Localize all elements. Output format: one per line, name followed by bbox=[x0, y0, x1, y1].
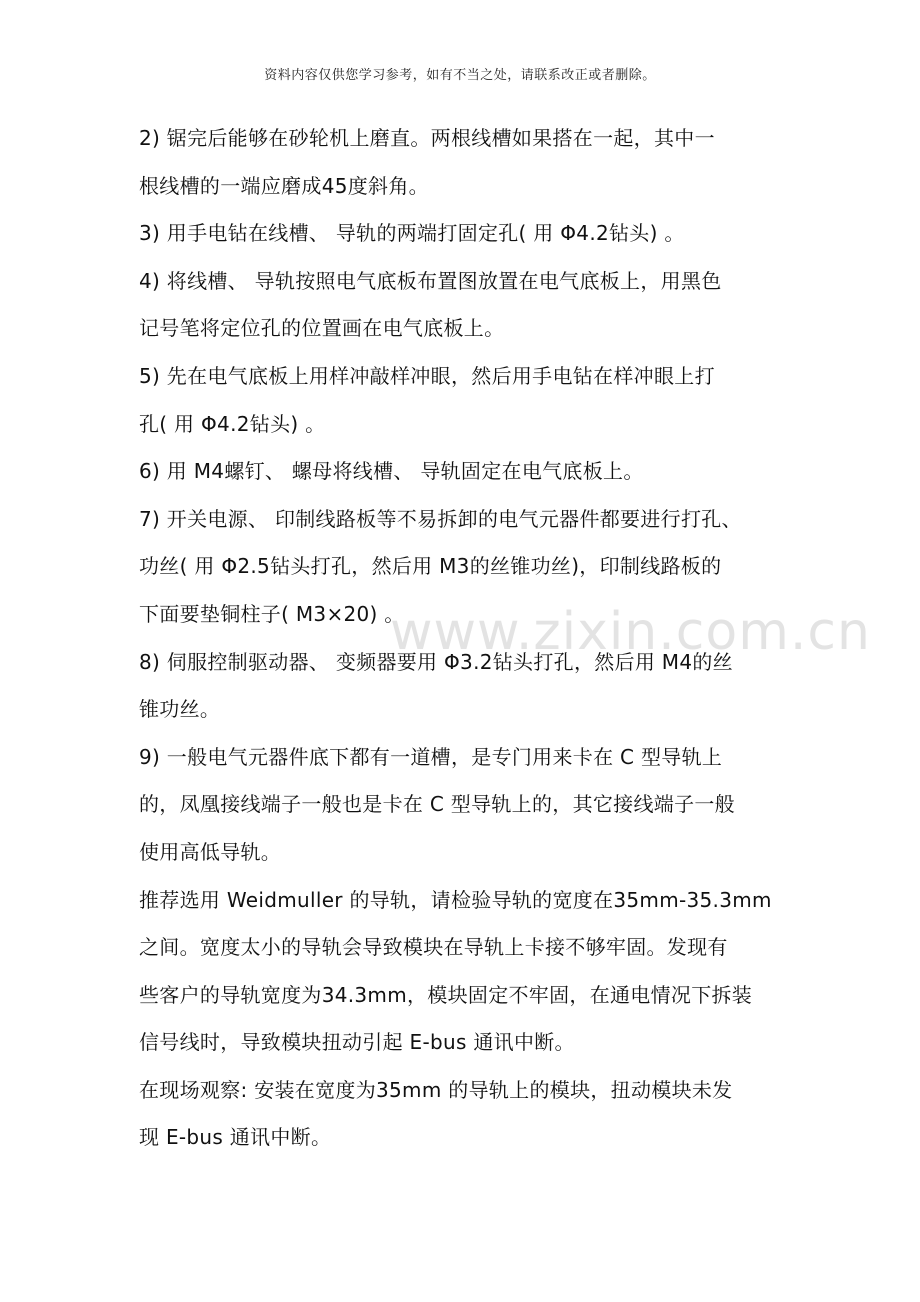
text-line: 9) 一般电气元器件底下都有一道槽，是专门用来卡在 C 型导轨上 bbox=[139, 744, 723, 769]
text-line: 6) 用 M4螺钉、 螺母将线槽、 导轨固定在电气底板上。 bbox=[139, 459, 644, 484]
watermark: www.zixin.com.cn bbox=[390, 602, 871, 662]
text-line: 下面要垫铜柱子( M3×20) 。 bbox=[139, 601, 405, 626]
text-line: 的，凤凰接线端子一般也是卡在 C 型导轨上的，其它接线端子一般 bbox=[139, 792, 735, 817]
text-line: 些客户的导轨宽度为34.3mm，模块固定不牢固，在通电情况下拆装 bbox=[139, 982, 753, 1007]
text-line: 4) 将线槽、 导轨按照电气底板布置图放置在电气底板上，用黑色 bbox=[139, 268, 722, 293]
text-line: 现 E-bus 通讯中断。 bbox=[139, 1125, 332, 1150]
text-line: 8) 伺服控制驱动器、 变频器要用 Φ3.2钻头打孔，然后用 M4的丝 bbox=[139, 649, 733, 674]
text-line: 记号笔将定位孔的位置画在电气底板上。 bbox=[139, 316, 505, 341]
text-line: 推荐选用 Weidmuller 的导轨，请检验导轨的宽度在35mm-35.3mm bbox=[139, 887, 772, 912]
header-note: 资料内容仅供您学习参考，如有不当之处，请联系改正或者删除。 bbox=[264, 68, 656, 83]
text-line: 在现场观察: 安装在宽度为35mm 的导轨上的模块，扭动模块未发 bbox=[139, 1077, 733, 1102]
body-text bbox=[139, 118, 799, 1165]
text-line: 2) 锯完后能够在砂轮机上磨直。两根线槽如果搭在一起，其中一 bbox=[139, 126, 715, 150]
text-line: 信号线时，导致模块扭动引起 E-bus 通讯中断。 bbox=[139, 1030, 575, 1055]
text-line: 根线槽的一端应磨成45度斜角。 bbox=[139, 173, 429, 198]
text-line: 功丝( 用 Φ2.5钻头打孔，然后用 M3的丝锥功丝)，印制线路板的 bbox=[139, 554, 722, 579]
text-line: 锥功丝。 bbox=[139, 697, 221, 722]
text-line: 孔( 用 Φ4.2钻头) 。 bbox=[139, 411, 326, 436]
text-line: 7) 开关电源、 印制线路板等不易拆卸的电气元器件都要进行打孔、 bbox=[139, 506, 742, 531]
text-line: 3) 用手电钻在线槽、 导轨的两端打固定孔( 用 Φ4.2钻头) 。 bbox=[139, 221, 685, 246]
text-line: 5) 先在电气底板上用样冲敲样冲眼，然后用手电钻在样冲眼上打 bbox=[139, 363, 715, 388]
text-line: 使用高低导轨。 bbox=[139, 839, 282, 864]
text-line: 之间。宽度太小的导轨会导致模块在导轨上卡接不够牢固。发现有 bbox=[139, 935, 728, 960]
